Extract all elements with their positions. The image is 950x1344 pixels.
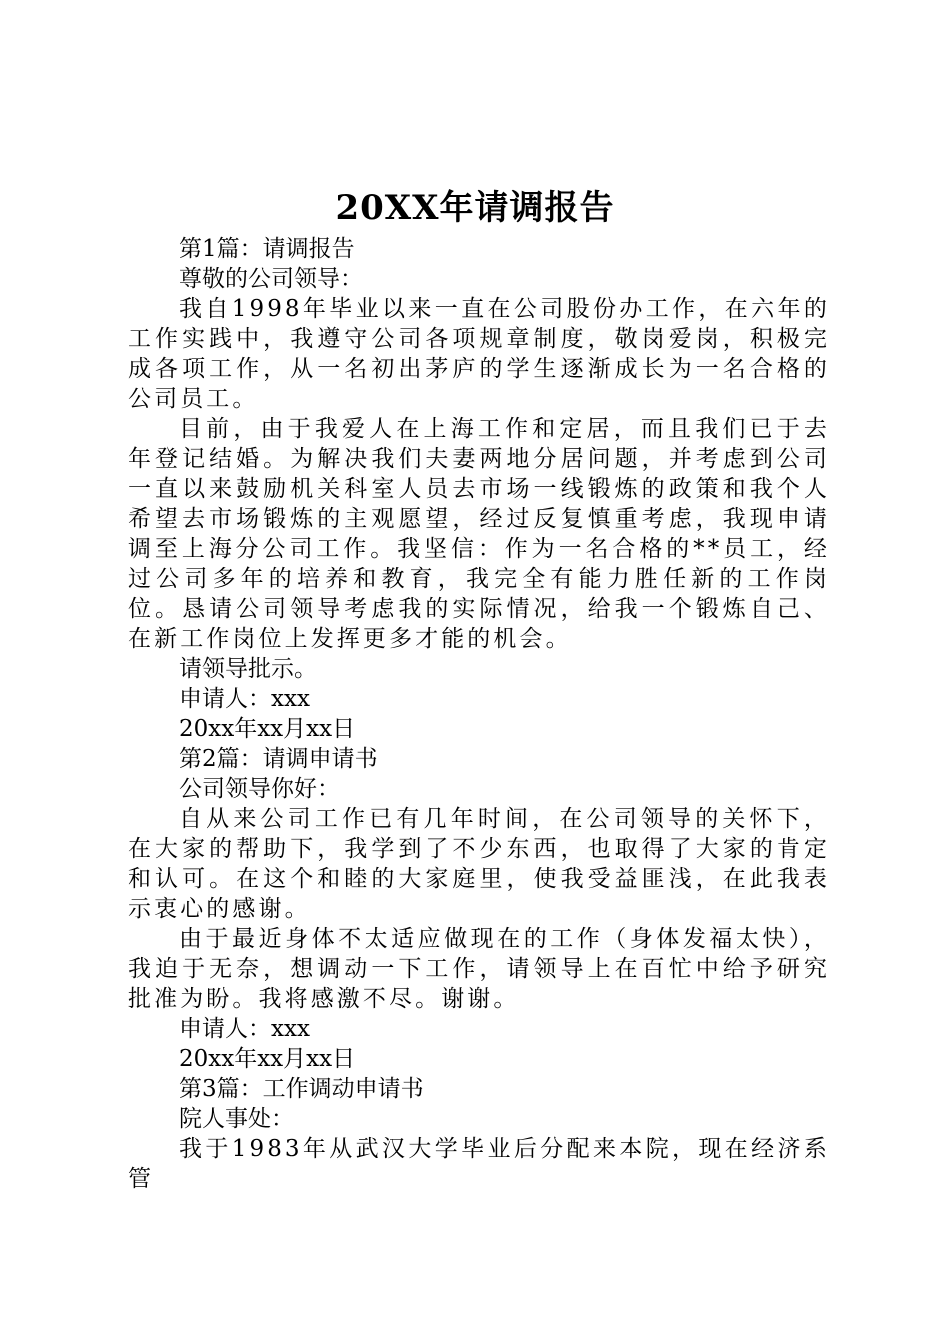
- section-3-heading: 第3篇：工作调动申请书: [179, 1076, 424, 1102]
- section-3-paragraph-1: 我于1983年从武汉大学毕业后分配来本院，现在经济系管: [128, 1136, 830, 1192]
- section-2-applicant: 申请人：xxx: [179, 1016, 310, 1042]
- section-2-heading: 第2篇：请调申请书: [179, 746, 378, 772]
- section-1-paragraph-1: 我自1998年毕业以来一直在公司股份办工作，在六年的工作实践中，我遵守公司各项规章制度，敬岗爱岗，积极完成各项工作，从一名初出茅庐的学生逐渐成长为一名合格的公司员工。: [128, 296, 830, 412]
- section-1-heading: 第1篇：请调报告: [179, 236, 355, 262]
- section-1-salutation: 尊敬的公司领导：: [179, 266, 363, 292]
- document-body: [128, 234, 830, 1194]
- section-2-date: 20xx年xx月xx日: [179, 1046, 356, 1072]
- section-1-paragraph-2: 目前，由于我爱人在上海工作和定居，而且我们已于去年登记结婚。为解决我们夫妻两地分居问题，并考虑到公司一直以来鼓励机关科室人员去市场一线锻炼的政策和我个人希望去市场锻炼的主观愿望，经过反复慎重考虑，我现申请调至上海分公司工作。我坚信：作为一名合格的**员工，经过公司多年的培养和教育，我完全有能力胜任新的工作岗位。恳请公司领导考虑我的实际情况，给我一个锻炼自己、在新工作岗位上发挥更多才能的机会。: [128, 416, 830, 652]
- section-1-closing: 请领导批示。: [179, 656, 317, 682]
- section-2-paragraph-2: 由于最近身体不太适应做现在的工作（身体发福太快），我迫于无奈，想调动一下工作，请领导上在百忙中给予研究批准为盼。我将感激不尽。谢谢。: [128, 926, 830, 1012]
- section-2-salutation: 公司领导你好：: [179, 776, 340, 802]
- document-title: 20XX年请调报告: [335, 188, 615, 228]
- section-2-paragraph-1: 自从来公司工作已有几年时间，在公司领导的关怀下，在大家的帮助下，我学到了不少东西，也取得了大家的肯定和认可。在这个和睦的大家庭里，使我受益匪浅，在此我表示衷心的感谢。: [128, 806, 830, 922]
- section-1-applicant: 申请人：xxx: [179, 686, 310, 712]
- section-1-date: 20xx年xx月xx日: [179, 716, 356, 742]
- section-3-salutation: 院人事处：: [179, 1106, 294, 1132]
